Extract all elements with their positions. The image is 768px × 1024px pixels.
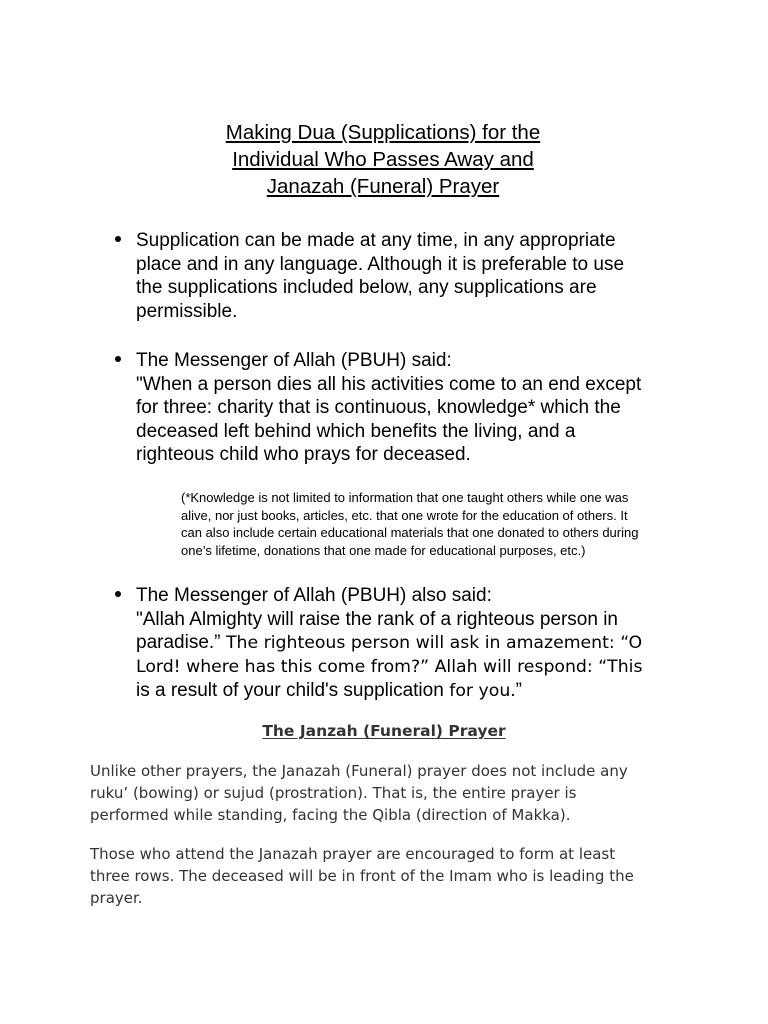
bullet-icon xyxy=(115,356,121,362)
document-title xyxy=(0,119,766,200)
bullet-line: for three: charity that is continuous, knowledge* which the xyxy=(136,397,621,418)
bullet-icon xyxy=(115,236,121,242)
title-line: Individual Who Passes Away and xyxy=(232,148,534,171)
text-run: for you xyxy=(443,681,511,701)
text-run: paradise.” xyxy=(136,632,221,653)
title-line: Making Dua (Supplications) for the xyxy=(225,121,541,144)
paragraph-line: Those who attend the Janazah prayer are encouraged to form at least xyxy=(90,845,616,863)
paragraph xyxy=(90,843,690,909)
bullet-line: "When a person dies all his activities come to an end except xyxy=(136,373,642,395)
bullet-line xyxy=(136,679,696,704)
bullet-line: The Messenger of Allah (PBUH) said: xyxy=(136,350,452,371)
bullet-icon xyxy=(115,591,121,597)
bullet-line: place and in any language. Although it is preferable to use xyxy=(136,253,625,275)
paragraph-line: three rows. The deceased will be in front of the Imam who is leading the xyxy=(90,867,634,885)
bullet-item xyxy=(136,229,696,323)
note-line: (*Knowledge is not limited to information that one taught others while one was xyxy=(181,490,629,505)
bullet-line: The Messenger of Allah (PBUH) also said: xyxy=(136,585,492,606)
note-line: alive, nor just books, articles, etc. that one wrote for the education of others. It xyxy=(181,507,628,523)
title-line: Janazah (Funeral) Prayer xyxy=(266,175,500,198)
bullet-line: "Allah Almighty will raise the rank of a righteous person in xyxy=(136,608,618,630)
bullet-line: Lord! where has this come from?” Allah will respond: “This xyxy=(136,656,643,677)
text-run: is a result of your child's supplication xyxy=(136,680,444,701)
note-line: can also include certain educational materials that one donated to others during xyxy=(181,525,639,540)
bullet-line: deceased left behind which benefits the living, and a xyxy=(136,420,576,442)
paragraph-line: prayer. xyxy=(90,889,143,907)
bullet-line: the supplications included below, any supplications are xyxy=(136,277,597,298)
knowledge-footnote xyxy=(181,489,721,559)
paragraph-line: Unlike other prayers, the Janazah (Funeral) prayer does not include any xyxy=(90,762,628,780)
bullet-line xyxy=(136,631,696,656)
bullet-line: permissible. xyxy=(136,300,238,322)
note-line: one’s lifetime, donations that one made for educational purposes, etc.) xyxy=(181,542,586,558)
text-run: The righteous person will ask in amazement: “O xyxy=(220,633,643,653)
text-run: .” xyxy=(510,680,522,701)
bullet-line: righteous child who prays for deceased. xyxy=(136,444,471,465)
paragraph-line: performed while standing, facing the Qibla (direction of Makka). xyxy=(90,806,571,824)
paragraph-line: ruku’ (bowing) or sujud (prostration). That is, the entire prayer is xyxy=(90,784,577,802)
section-heading: The Janzah (Funeral) Prayer xyxy=(262,722,506,740)
bullet-item xyxy=(136,349,696,467)
bullet-item xyxy=(136,584,696,704)
paragraph xyxy=(90,760,690,826)
bullet-line: Supplication can be made at any time, in any appropriate xyxy=(136,230,616,251)
